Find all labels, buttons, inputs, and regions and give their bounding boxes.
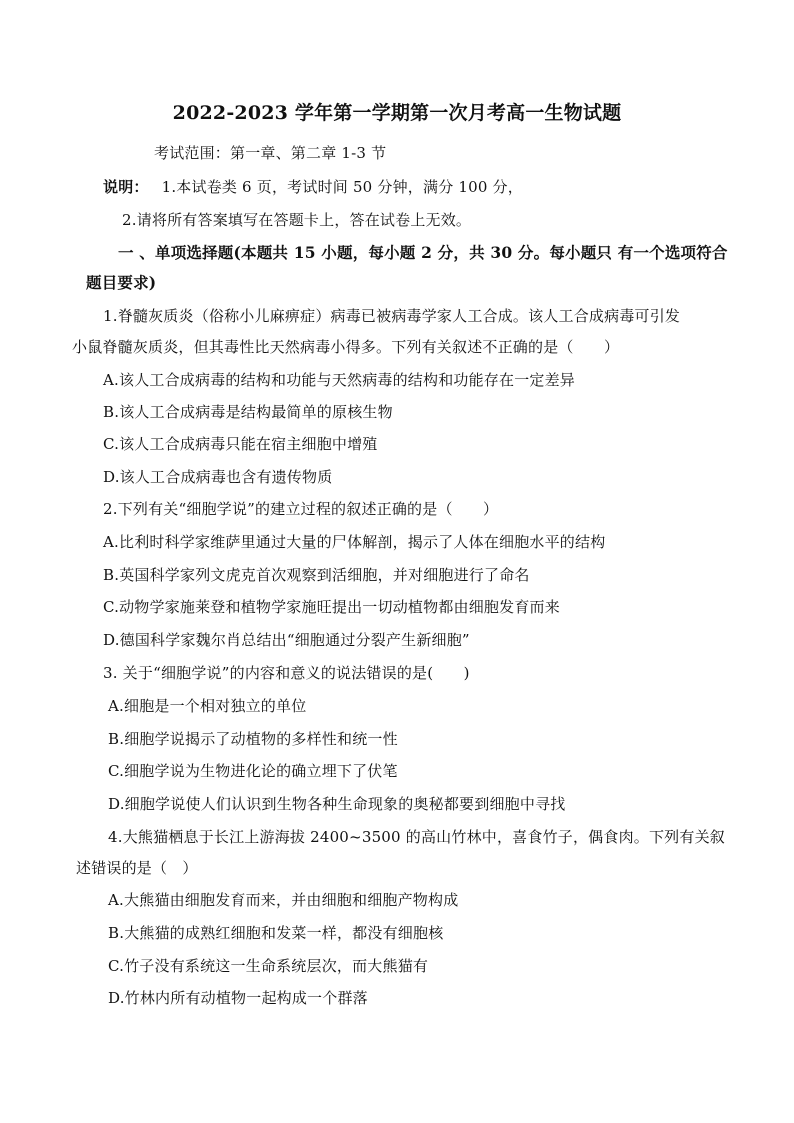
- section-heading: 一 、单项选择题(本题共 15 小题，每小题 2 分，共 30 分。每小题只 有一个选项符合: [118, 243, 728, 262]
- question-4-option-c: C.竹子没有系统这一生命系统层次，而大熊猫有: [108, 957, 429, 975]
- question-2-option-a: A.比利时科学家维萨里通过大量的尸体解剖，揭示了人体在细胞水平的结构: [103, 533, 606, 551]
- question-4-option-b: B.大熊猫的成熟红细胞和发菜一样，都没有细胞核: [108, 924, 444, 942]
- question-1-stem-cont: 小鼠脊髓灰质炎，但其毒性比天然病毒小得多。下列有关叙述不正确的是（ ）: [72, 338, 620, 356]
- note-2: 2.请将所有答案填写在答题卡上，答在试卷上无效。: [122, 211, 472, 229]
- question-4-option-a: A.大熊猫由细胞发育而来，并由细胞和细胞产物构成: [108, 891, 459, 909]
- exam-title: 2022-2023 学年第一学期第一次月考高一生物试题: [172, 102, 622, 124]
- question-2-option-d: D.德国科学家魏尔肖总结出“细胞通过分裂产生新细胞”: [103, 631, 470, 649]
- question-1-option-d: D.该人工合成病毒也含有遗传物质: [103, 468, 333, 486]
- question-1-option-b: B.该人工合成病毒是结构最简单的原核生物: [103, 403, 393, 421]
- question-1-option-a: A.该人工合成病毒的结构和功能与天然病毒的结构和功能存在一定差异: [103, 371, 576, 389]
- question-2-option-c: C.动物学家施莱登和植物学家施旺提出一切动植物都由细胞发育而来: [103, 598, 560, 616]
- question-2-option-b: B.英国科学家列文虎克首次观察到活细胞，并对细胞进行了命名: [103, 566, 530, 584]
- notes-line-1: [103, 177, 523, 197]
- question-2-stem: 2.下列有关“细胞学说”的建立过程的叙述正确的是（ ）: [103, 500, 499, 518]
- question-1-option-c: C.该人工合成病毒只能在宿主细胞中增殖: [103, 435, 378, 453]
- question-3-option-c: C.细胞学说为生物进化论的确立埋下了伏笔: [108, 762, 398, 780]
- section-heading-cont: 题目要求): [86, 273, 157, 292]
- question-1-stem: 1.脊髓灰质炎（俗称小儿麻痹症）病毒已被病毒学家人工合成。该人工合成病毒可引发: [103, 307, 681, 325]
- question-4-option-d: D.竹林内所有动植物一起构成一个群落: [108, 989, 368, 1007]
- question-4-stem: 4.大熊猫栖息于长江上游海拔 2400~3500 的高山竹林中，喜食竹子，偶食肉。下列有关叙: [108, 828, 725, 846]
- exam-scope: 考试范围：第一章、第二章 1-3 节: [154, 144, 387, 162]
- question-3-option-a: A.细胞是一个相对独立的单位: [108, 697, 307, 715]
- question-3-option-d: D.细胞学说使人们认识到生物各种生命现象的奥秘都要到细胞中寻找: [108, 795, 566, 813]
- question-3-option-b: B.细胞学说揭示了动植物的多样性和统一性: [108, 730, 398, 748]
- note-1: 1.本试卷类 6 页，考试时间 50 分钟，满分 100 分，: [161, 178, 523, 196]
- question-4-stem-cont: 述错误的是（ ）: [76, 859, 198, 877]
- question-3-stem: 3. 关于“细胞学说”的内容和意义的说法错误的是( ): [103, 664, 470, 682]
- notes-label: 说明：: [103, 178, 149, 196]
